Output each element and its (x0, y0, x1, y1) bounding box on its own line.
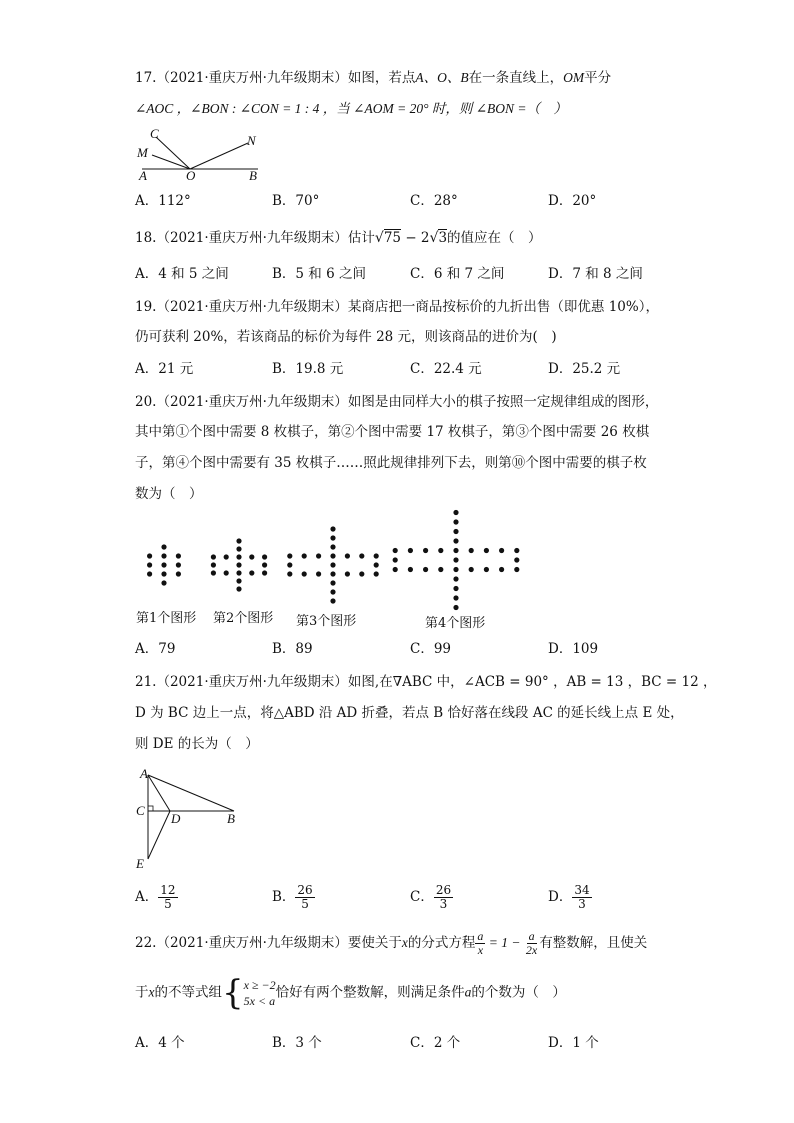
q22-option-b[interactable]: B．3 个 (272, 1035, 322, 1051)
q22-text-e: 的不等式组 (154, 984, 222, 1001)
sqrt-icon: √ (429, 230, 439, 246)
q20-figure-1-piece (176, 571, 181, 576)
q20-figure-2-piece (262, 570, 267, 575)
q20-figure-4-piece (469, 548, 474, 553)
q18-option-b[interactable]: B．5 和 6 之间 (272, 266, 366, 282)
q20-figure-1-piece (161, 562, 166, 567)
q20-figure-4-piece (438, 548, 443, 553)
q17-option-d[interactable]: D．20° (548, 193, 597, 209)
denominator: 5 (301, 897, 309, 912)
q21-option-a[interactable] (135, 884, 178, 911)
q18-text-a: 18.（2021·重庆万州·九年级期末）估计 (135, 230, 375, 246)
q21-option-c[interactable] (410, 884, 453, 911)
q17-label-c: C (150, 126, 159, 141)
q20-figure-2-piece (236, 538, 241, 543)
q20-caption-3: 第3个图形 (296, 614, 357, 629)
q17-label-a: A (139, 168, 147, 183)
q20-figure-4-piece (453, 519, 458, 524)
q18-radicand-2: 3 (438, 230, 448, 246)
q20-figure-4-piece (408, 567, 413, 572)
q19-option-a[interactable]: A．21 元 (135, 361, 194, 377)
q22-eq-mid: = 1 − (485, 935, 524, 951)
q20-figure-4-piece (499, 548, 504, 553)
q17-label-b: B (249, 168, 257, 183)
q20-caption-2: 第2个图形 (213, 611, 274, 626)
q17-text-b: 在一条直线上， (468, 70, 564, 86)
q20-figure-4-piece (453, 529, 458, 534)
q17-line2: ∠AOC ，∠BON : ∠CON = 1 : 4 ，当 ∠AOM = 20° 时，则 ∠BON =（ ） (135, 101, 568, 116)
q21-line3: 则 DE 的长为（ ） (135, 736, 259, 752)
q21-segment-de (148, 811, 170, 859)
q20-figure-1-piece (176, 562, 181, 567)
q20-line4: 数为（ ） (135, 486, 203, 502)
q20-figure-4-piece (484, 548, 489, 553)
q18-option-a[interactable]: A．4 和 5 之间 (135, 266, 229, 282)
q20-caption-1: 第1个图形 (136, 611, 197, 626)
numerator: 26 (297, 883, 313, 897)
q20-figure-4-piece (453, 576, 458, 581)
q20-figure-3-piece (287, 571, 292, 576)
q21-label-b: B (227, 811, 235, 826)
q19-option-b[interactable]: B．19.8 元 (272, 361, 344, 377)
left-brace-icon: { (222, 973, 244, 1013)
q20-figure-2-piece (249, 570, 254, 575)
q20-figure-3-piece (330, 571, 335, 576)
q17-points: A、O、B (415, 70, 469, 85)
q19-line2: 仍可获利 20%，若该商品的标价为每件 28 元，则该商品的进价为( ) (135, 329, 557, 345)
q22-line1 (135, 930, 647, 957)
q20-figure-4-piece (453, 567, 458, 572)
numerator: 26 (435, 883, 452, 897)
q20-figure-4-piece (453, 595, 458, 600)
q22-fraction-1 (475, 930, 485, 957)
q20-figure-3-piece (374, 553, 379, 558)
q21-label-e: E (136, 856, 144, 871)
q20-figure-4-piece (453, 538, 458, 543)
q20-figure-3-piece (330, 526, 335, 531)
q20-figure-4-piece (453, 510, 458, 515)
q20-figure-3-piece (316, 571, 321, 576)
q21-label-a: A (140, 766, 148, 781)
q19-option-d[interactable]: D．25.2 元 (548, 361, 621, 377)
q20-figure-2-piece (211, 562, 216, 567)
q20-figure-3-piece (330, 535, 335, 540)
q22-fraction-2 (524, 930, 539, 957)
denominator: 5 (164, 897, 172, 912)
q18-radicand-1: 75 (383, 230, 402, 246)
q20-line1: 20.（2021·重庆万州·九年级期末）如图是由同样大小的棋子按照一定规律组成的图形， (135, 394, 659, 410)
q20-line2: 其中第①个图中需要 8 枚棋子，第②个图中需要 17 枚棋子，第③个图中需要 26 枚棋 (135, 424, 650, 440)
q22-text-d: 于 (135, 984, 149, 1001)
q20-figure-3-piece (330, 562, 335, 567)
fraction (572, 884, 591, 911)
q20-figure-2-piece (224, 554, 229, 559)
numerator: a (477, 929, 484, 943)
q20-figure-3-piece (302, 553, 307, 558)
right-angle-icon (148, 806, 153, 811)
q20-figure-4-piece (453, 586, 458, 591)
q20-figure-4-piece (408, 548, 413, 553)
denominator: 3 (578, 897, 586, 912)
q20-figure-4-piece (514, 567, 519, 572)
q20-figure-2-piece (236, 586, 241, 591)
q20-line3: 子，第④个图中需要有 35 枚棋子……照此规律排列下去，则第⑩个图中需要的棋子枚 (135, 455, 647, 471)
q22-option-d[interactable]: D．1 个 (548, 1035, 599, 1051)
q21-line1: 21.（2021·重庆万州·九年级期末）如图,在∇ABC 中，∠ACB = 90° ，AB = 13 ，BC = 12 ， (135, 674, 717, 690)
numerator: a (528, 929, 535, 943)
q20-figure-2-piece (236, 554, 241, 559)
q17-text-c: 平分 (584, 70, 612, 86)
q20-figure-4-piece (484, 567, 489, 572)
q20-figure-1-piece (176, 553, 181, 558)
option-label: C． (410, 889, 434, 906)
q20-figure-1-piece (161, 553, 166, 558)
q20-figure-3-piece (345, 571, 350, 576)
q20-figure-1-piece (147, 553, 152, 558)
q20-figure-3-piece (345, 553, 350, 558)
numerator: 12 (160, 883, 176, 897)
fraction (295, 884, 314, 911)
numerator: 34 (574, 883, 590, 897)
q20-option-c[interactable]: C．99 (410, 641, 452, 657)
q22-text-a: 22.（2021·重庆万州·九年级期末）要使关于 (135, 935, 402, 952)
denominator: x (477, 943, 484, 958)
q20-figure-4-piece (393, 557, 398, 562)
option-label: A． (135, 889, 159, 906)
q21-label-d: D (171, 811, 181, 826)
q22-text-f: 恰好有两个整数解，则满足条件 (275, 984, 465, 1001)
q20-option-b[interactable]: B．89 (272, 641, 313, 657)
q20-figure-2-piece (236, 546, 241, 551)
q20-figure-3-piece (374, 571, 379, 576)
q20-figure-2-piece (224, 570, 229, 575)
q20-figure-4-piece (438, 567, 443, 572)
q20-figure-4-piece (453, 548, 458, 553)
q20-figure-3-piece (330, 580, 335, 585)
q22-var-x: x (401, 935, 408, 951)
q17-label-m: M (137, 145, 148, 160)
q22-option-a[interactable]: A．4 个 (135, 1035, 185, 1051)
q20-figure-1-piece (161, 571, 166, 576)
q18-option-d[interactable]: D．7 和 8 之间 (548, 266, 643, 282)
inequality-1: x ≥ −2 (243, 977, 276, 992)
q20-figure-3-piece (316, 553, 321, 558)
q21-option-b[interactable] (272, 884, 315, 911)
q20-figure-3-piece (330, 598, 335, 603)
q17-om: OM (563, 70, 585, 85)
q20-figure-2-piece (236, 570, 241, 575)
q22-text-b: 的分式方程 (407, 935, 476, 952)
inequality-2: 5x < a (243, 994, 276, 1008)
q21-line2: D 为 BC 边上一点，将△ABD 沿 AD 折叠，若点 B 恰好落在线段 AC 的延长线上点 E 处， (135, 705, 684, 721)
q20-figure-4-piece (393, 548, 398, 553)
q20-figure-4-piece (469, 567, 474, 572)
q20-figure-3-piece (330, 589, 335, 594)
q20-figure-2-piece (236, 562, 241, 567)
q20-figure-4-piece (514, 548, 519, 553)
q20-figure-3-piece (287, 562, 292, 567)
q20-caption-4: 第4个图形 (425, 616, 486, 631)
fraction (434, 884, 453, 911)
q17-text: 17.（2021·重庆万州·九年级期末）如图，若点 (135, 70, 416, 86)
q20-figure-2-piece (249, 554, 254, 559)
q20-figure-2-piece (211, 554, 216, 559)
q20-figure-1-piece (161, 580, 166, 585)
q22-inequality-system (244, 977, 276, 1009)
q18-minus: − 2 (401, 230, 430, 246)
q21-segment-ab (148, 775, 234, 811)
fraction (158, 884, 177, 911)
q20-figure-4-piece (423, 567, 428, 572)
q17-option-b[interactable]: B．70° (272, 193, 320, 209)
q20-figure-4-piece (453, 557, 458, 562)
q21-label-c: C (136, 803, 145, 818)
q20-figure-4-piece (453, 605, 458, 610)
q22-var-x: x (148, 984, 155, 1000)
q22-line2 (135, 973, 566, 1013)
q20-figure-3-piece (330, 553, 335, 558)
q20-figure-4-piece (393, 567, 398, 572)
q20-figure-3-piece (287, 553, 292, 558)
q22-text-g: 的个数为（ ） (471, 984, 566, 1001)
q20-figure-2-piece (211, 570, 216, 575)
option-label: B． (272, 889, 296, 906)
denominator: 3 (439, 897, 448, 912)
q21-segment-ad (148, 775, 170, 811)
q20-figure-2-piece (236, 578, 241, 583)
q20-figure-4-piece (423, 548, 428, 553)
q20-figure-2-piece (262, 554, 267, 559)
q20-figure-3-piece (374, 562, 379, 567)
q22-var-a: a (464, 984, 472, 1000)
q17-option-c[interactable]: C．28° (410, 193, 458, 209)
q20-figure-3-piece (302, 571, 307, 576)
q17-label-o: O (186, 168, 196, 183)
q17-label-n: N (247, 133, 256, 148)
q22-option-c[interactable]: C．2 个 (410, 1035, 461, 1051)
q19-option-c[interactable]: C．22.4 元 (410, 361, 482, 377)
q18-text-b: 的值应在（ ） (447, 230, 542, 246)
q19-line1: 19.（2021·重庆万州·九年级期末）某商店把一商品按标价的九折出售（即优惠 10%）， (135, 299, 659, 315)
q20-option-a[interactable]: A．79 (135, 641, 176, 657)
denominator: 2x (525, 943, 538, 958)
q20-figure-1-piece (161, 544, 166, 549)
q20-figure-1-piece (147, 571, 152, 576)
q20-figure-3-piece (359, 571, 364, 576)
q20-figure-4-piece (514, 557, 519, 562)
q20-option-d[interactable]: D．109 (548, 641, 599, 657)
sqrt-icon: √ (374, 230, 384, 246)
q17-option-a[interactable]: A．112° (135, 193, 191, 209)
q21-figure (130, 765, 250, 875)
q20-figure-2-piece (262, 562, 267, 567)
q20-figure-4-piece (499, 567, 504, 572)
q20-figure-3-piece (330, 544, 335, 549)
q18-option-c[interactable]: C．6 和 7 之间 (410, 266, 505, 282)
q22-text-c: 有整数解，且使关 (539, 935, 648, 952)
q21-option-d[interactable] (548, 884, 592, 911)
q20-figure-1-piece (147, 562, 152, 567)
option-label: D． (548, 889, 573, 906)
q20-figure-3-piece (359, 553, 364, 558)
